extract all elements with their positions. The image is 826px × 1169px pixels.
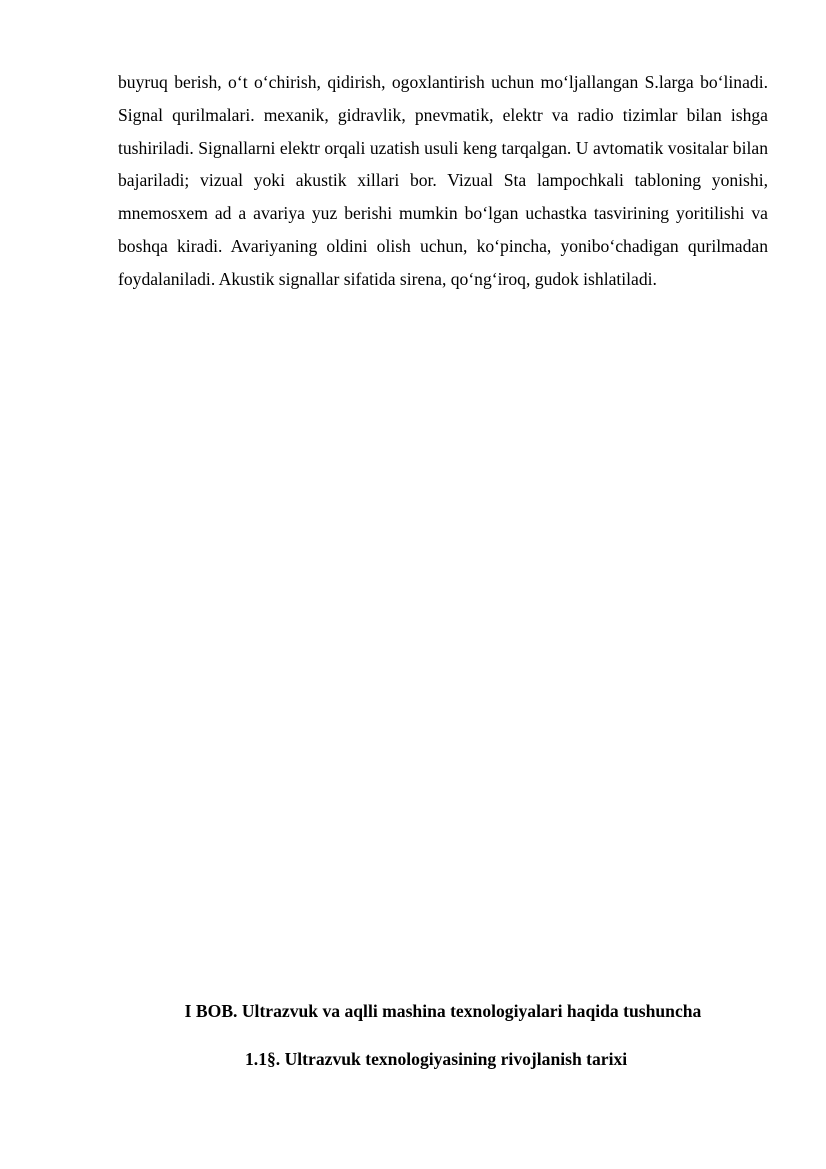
section-heading: 1.1§. Ultrazvuk texnologiyasining rivojlanish tarixi xyxy=(245,1049,628,1069)
chapter-heading: I BOB. Ultrazvuk va aqlli mashina texnologiyalari haqida tushuncha xyxy=(184,1001,702,1021)
body-paragraph: buyruq berish, o‘t o‘chirish, qidirish, ogoxlantirish uchun mo‘ljallangan S.larga bo‘linadi. Signal qurilmalari. mexanik, gidravlik, pnevmatik, elektr va radio tizimlar bilan ishga tushiriladi. Signallarni elektr orqali uzatish usuli keng tarqalgan. U avtomatik vositalar bilan bajariladi; vizual yoki akustik xillari bor. Vizual Sta lampochkali tabloning yonishi, mnemosxem ad a avariya yuz berishi mumkin bo‘lgan uchastka tasvirining yoritilishi va boshqa kiradi. Avariyaning oldini olish uchun, ko‘pincha, yonibo‘chadigan qurilmadan foydalaniladi. Akustik signallar sifatida sirena, qo‘ng‘iroq, gudok ishlatiladi. xyxy=(118,72,768,289)
